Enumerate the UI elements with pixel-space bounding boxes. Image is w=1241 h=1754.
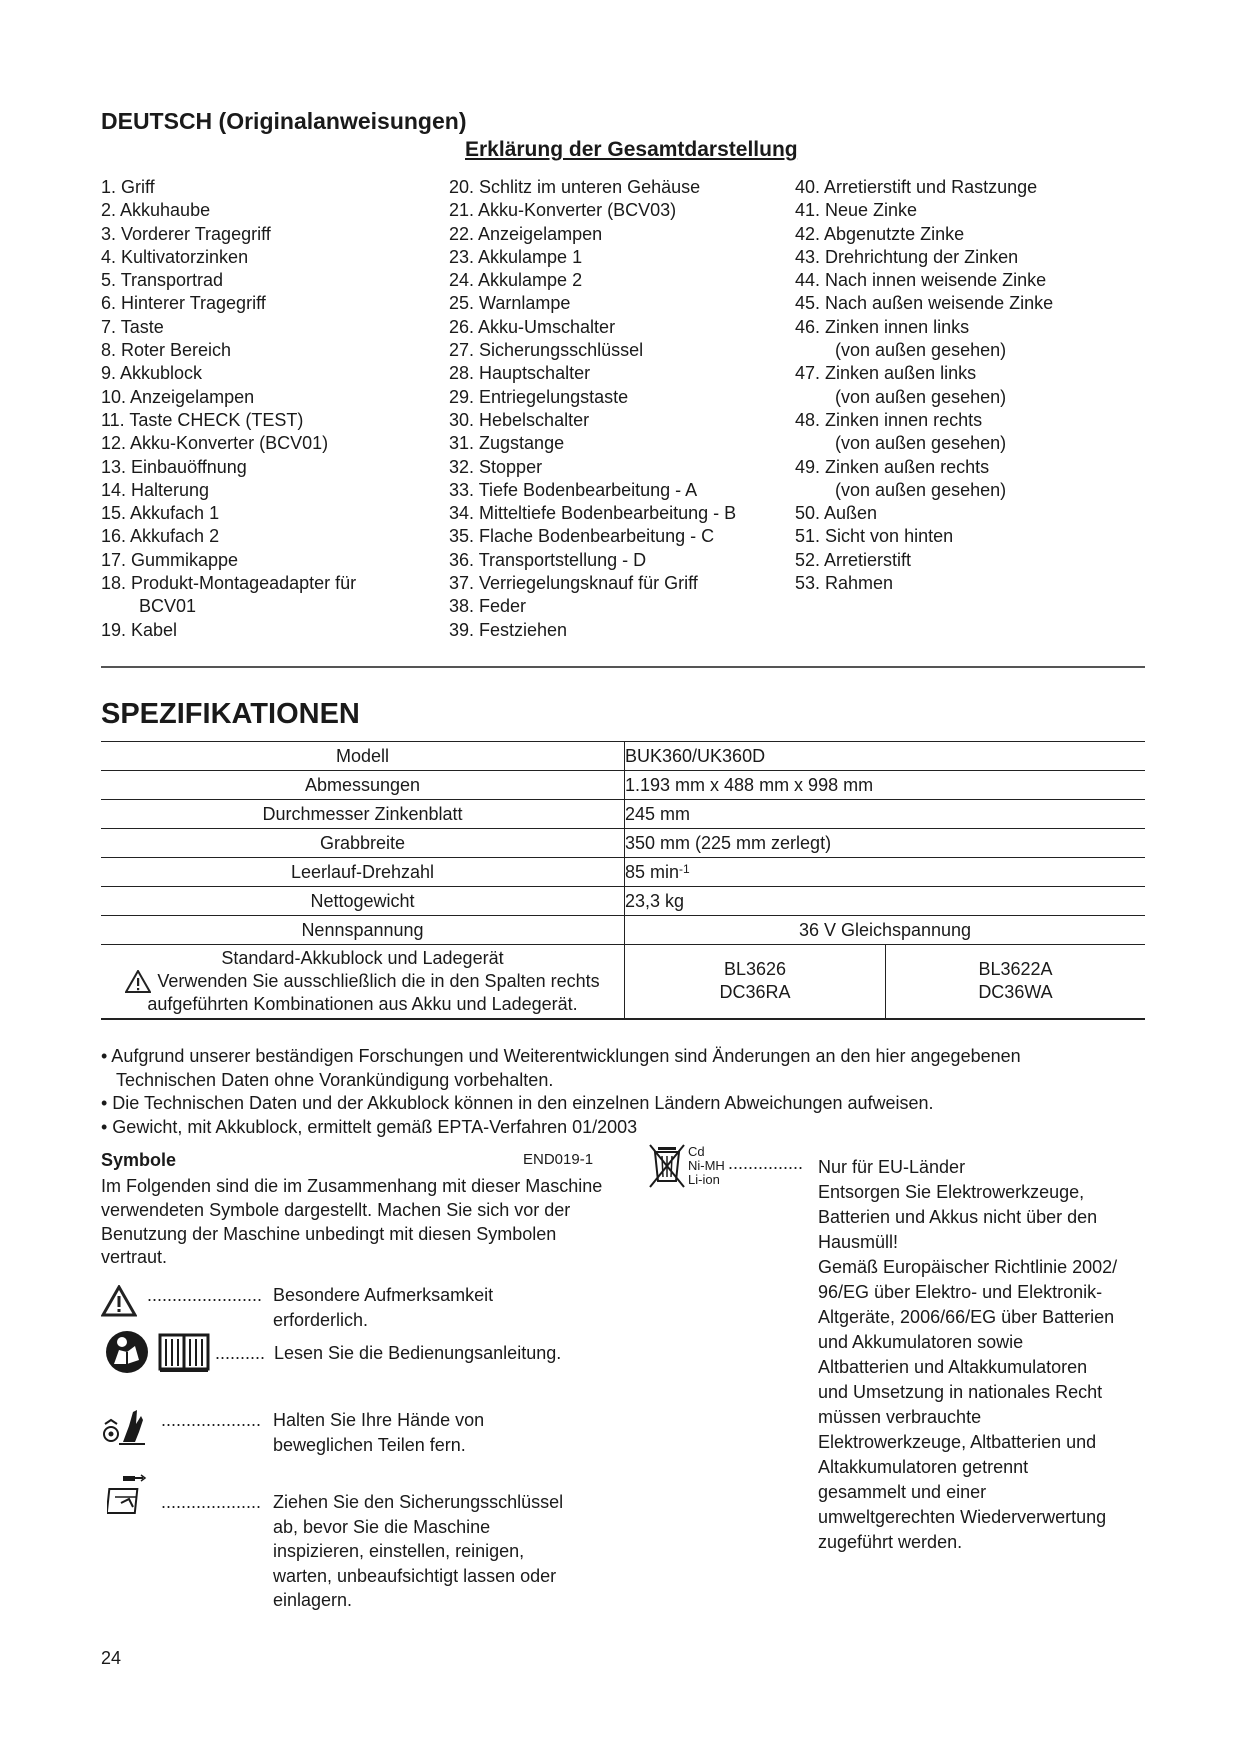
symbol-description — [273, 1490, 563, 1613]
symbol-description — [273, 1408, 484, 1457]
note-line: • Aufgrund unserer beständigen Forschungen und Weiterentwicklungen sind Änderungen an den hier angegebenen — [101, 1046, 1021, 1066]
battery-label-line: Standard-Akkublock und Ladegerät — [221, 947, 504, 968]
symbol-text: Besondere Aufmerksamkeit — [273, 1285, 494, 1305]
note-line: Technischen Daten ohne Vorankündigung vorbehalten. — [116, 1069, 554, 1090]
list-item: 2. Akkuhaube — [101, 200, 211, 221]
list-item: 51. Sicht von hinten — [795, 526, 954, 547]
list-item: 17. Gummikappe — [101, 549, 239, 570]
weee-line: gesammelt und einer — [818, 1482, 987, 1502]
symbol-text: warten, unbeaufsichtigt lassen oder — [273, 1565, 557, 1586]
section-divider — [101, 666, 1145, 668]
superscript: -1 — [679, 861, 690, 876]
symbol-text: inspizieren, einstellen, reinigen, — [273, 1541, 525, 1561]
list-item-continuation: BCV01 — [139, 596, 197, 617]
note-line: • Die Technischen Daten und der Akkublock können in den einzelnen Ländern Abweichungen aufweisen. — [101, 1093, 934, 1113]
charger-model: DC36RA — [719, 982, 791, 1003]
spec-value-text: 85 min — [625, 861, 680, 882]
spec-value: 23,3 kg — [625, 887, 1146, 916]
list-item: 3. Vorderer Tragegriff — [101, 223, 271, 244]
warning-icon — [101, 1285, 137, 1317]
list-item: 22. Anzeigelampen — [449, 223, 603, 244]
table-row — [101, 800, 1145, 829]
list-item: 14. Halterung — [101, 479, 210, 500]
weee-line: und Akkumulatoren sowie — [818, 1332, 1024, 1352]
read-manual-person-icon — [105, 1330, 149, 1374]
table-row — [101, 945, 1145, 1019]
symbol-text: Lesen Sie die Bedienungsanleitung. — [274, 1343, 562, 1363]
list-item: 8. Roter Bereich — [101, 340, 232, 361]
note-line: • Gewicht, mit Akkublock, ermittelt gemäß EPTA-Verfahren 01/2003 — [101, 1116, 638, 1137]
table-row — [101, 887, 1145, 916]
table-row — [101, 771, 1145, 800]
spec-label: Modell — [101, 742, 625, 771]
leader-dots: ............... — [728, 1153, 804, 1173]
weee-line: umweltgerechten Wiederverwertung — [818, 1507, 1107, 1527]
spec-value: 1.193 mm x 488 mm x 998 mm — [625, 771, 1146, 800]
spec-label: Nettogewicht — [101, 887, 625, 916]
list-item: 16. Akkufach 2 — [101, 526, 220, 547]
list-item: 43. Drehrichtung der Zinken — [795, 246, 1019, 267]
spec-table — [101, 741, 1145, 1020]
spec-value: 245 mm — [625, 800, 1146, 829]
list-item: 38. Feder — [449, 596, 527, 617]
weee-line: Gemäß Europäischer Richtlinie 2002/ — [818, 1257, 1118, 1277]
list-item: 5. Transportrad — [101, 270, 224, 291]
symbol-text: beweglichen Teilen fern. — [273, 1434, 466, 1455]
list-item: 39. Festziehen — [449, 619, 568, 640]
list-item: 26. Akku-Umschalter — [449, 316, 616, 337]
list-item-continuation: (von außen gesehen) — [835, 386, 1007, 407]
table-row — [101, 829, 1145, 858]
weee-text — [818, 1155, 1148, 1555]
weee-line: Nur für EU-Länder — [818, 1157, 966, 1177]
list-item-continuation: (von außen gesehen) — [835, 479, 1007, 500]
language-heading: DEUTSCH (Originalanweisungen) — [101, 108, 467, 134]
list-item: 11. Taste CHECK (TEST) — [101, 409, 304, 430]
list-item: 28. Hauptschalter — [449, 363, 591, 384]
spec-value: 350 mm (225 mm zerlegt) — [625, 829, 1146, 858]
list-item: 50. Außen — [795, 503, 878, 524]
list-item: 25. Warnlampe — [449, 293, 571, 314]
list-item: 19. Kabel — [101, 619, 178, 640]
spec-notes — [101, 1045, 1151, 1139]
battery-model: BL3626 — [723, 959, 787, 980]
list-item: 52. Arretierstift — [795, 549, 912, 570]
list-item: 20. Schlitz im unteren Gehäuse — [449, 177, 701, 197]
battery-warning-line — [101, 970, 624, 993]
list-item: 6. Hinterer Tragegriff — [101, 293, 266, 314]
list-item: 29. Entriegelungstaste — [449, 386, 629, 407]
table-row — [101, 742, 1145, 771]
legend-column-2 — [449, 176, 736, 642]
weee-line: Batterien und Akkus nicht über den — [818, 1207, 1098, 1227]
spec-label: Nennspannung — [101, 916, 625, 945]
combo-cell — [625, 945, 886, 1019]
list-item: 31. Zugstange — [449, 433, 565, 454]
symbol-text: einlagern. — [273, 1590, 353, 1610]
list-item: 53. Rahmen — [795, 573, 894, 594]
symbols-intro: Im Folgenden sind die im Zusammenhang mit dieser Maschine verwendeten Symbole dargestellt. Machen Sie sich vor der Benutzung der Maschine unbedingt mit diesen Symbolen vertraut. — [101, 1176, 603, 1268]
weee-line: 96/EG über Elektro- und Elektronik- — [818, 1282, 1103, 1302]
spec-value: BUK360/UK360D — [625, 742, 1146, 771]
chem-label: Ni-MH — [688, 1158, 725, 1173]
list-item: 49. Zinken außen rechts — [795, 456, 990, 477]
legend-column-1 — [101, 176, 356, 642]
symbol-text: erforderlich. — [273, 1309, 369, 1330]
crossed-bin-icon — [648, 1143, 686, 1189]
list-item: 42. Abgenutzte Zinke — [795, 223, 965, 244]
weee-line: zugeführt werden. — [818, 1532, 963, 1552]
battery-model: BL3622A — [978, 959, 1053, 980]
list-item: 46. Zinken innen links — [795, 316, 970, 337]
table-row — [101, 858, 1145, 887]
table-row — [101, 916, 1145, 945]
symbol-text: ab, bevor Sie die Maschine — [273, 1516, 491, 1537]
symbol-text: Halten Sie Ihre Hände von — [273, 1410, 485, 1430]
weee-line: Altbatterien und Altakkumulatoren — [818, 1357, 1088, 1377]
list-item: 30. Hebelschalter — [449, 409, 590, 430]
spec-label: Abmessungen — [101, 771, 625, 800]
list-item: 23. Akkulampe 1 — [449, 246, 583, 267]
legend-title: Erklärung der Gesamtdarstellung — [465, 138, 798, 161]
list-item-continuation: (von außen gesehen) — [835, 340, 1007, 361]
list-item: 9. Akkublock — [101, 363, 203, 384]
weee-line: Elektrowerkzeuge, Altbatterien und — [818, 1432, 1097, 1452]
list-item: 35. Flache Bodenbearbeitung - C — [449, 526, 715, 547]
spec-label: Grabbreite — [101, 829, 625, 858]
charger-model: DC36WA — [978, 982, 1053, 1003]
symbol-description — [273, 1283, 493, 1332]
list-item: 18. Produkt-Montageadapter für — [101, 573, 357, 594]
spec-label: Leerlauf-Drehzahl — [101, 858, 625, 887]
list-item: 10. Anzeigelampen — [101, 386, 255, 407]
leader-dots: .................... — [161, 1492, 262, 1512]
list-item: 15. Akkufach 1 — [101, 503, 220, 524]
list-item: 1. Griff — [101, 177, 155, 197]
list-item: 33. Tiefe Bodenbearbeitung - A — [449, 479, 698, 500]
list-item: 41. Neue Zinke — [795, 200, 918, 221]
symbols-heading: Symbole — [101, 1150, 177, 1170]
book-icon — [158, 1333, 210, 1373]
remove-key-icon — [107, 1473, 147, 1517]
spec-label: Durchmesser Zinkenblatt — [101, 800, 625, 829]
weee-line: Altakkumulatoren getrennt — [818, 1457, 1029, 1477]
warning-icon — [125, 970, 151, 993]
weee-line: Hausmüll! — [818, 1232, 899, 1252]
chem-label: Cd — [688, 1144, 705, 1159]
spec-value: 36 V Gleichspannung — [625, 916, 1146, 945]
weee-line: Entsorgen Sie Elektrowerkzeuge, — [818, 1182, 1085, 1202]
battery-label-line: aufgeführten Kombinationen aus Akku und Ladegerät. — [147, 993, 578, 1014]
leader-dots: .................... — [161, 1410, 262, 1430]
list-item: 34. Mitteltiefe Bodenbearbeitung - B — [449, 503, 737, 524]
list-item: 47. Zinken außen links — [795, 363, 977, 384]
hands-away-icon — [101, 1406, 147, 1446]
symbols-code: END019-1 — [523, 1151, 594, 1168]
list-item: 48. Zinken innen rechts — [795, 409, 983, 430]
list-item: 32. Stopper — [449, 456, 543, 477]
symbol-text: Ziehen Sie den Sicherungsschlüssel — [273, 1492, 564, 1512]
list-item: 36. Transportstellung - D — [449, 549, 647, 570]
chem-label: Li-ion — [688, 1172, 720, 1187]
list-item: 7. Taste — [101, 316, 164, 337]
list-item: 21. Akku-Konverter (BCV03) — [449, 200, 677, 221]
legend-column-3 — [795, 176, 1053, 595]
list-item: 40. Arretierstift und Rastzunge — [795, 177, 1038, 197]
list-item: 27. Sicherungsschlüssel — [449, 340, 644, 361]
weee-line: müssen verbrauchte — [818, 1407, 982, 1427]
page-number: 24 — [101, 1648, 122, 1668]
battery-label-cell — [101, 945, 625, 1019]
list-item: 45. Nach außen weisende Zinke — [795, 293, 1054, 314]
list-item: 12. Akku-Konverter (BCV01) — [101, 433, 329, 454]
spec-value — [625, 858, 1146, 887]
combo-cell — [886, 945, 1146, 1019]
list-item-continuation: (von außen gesehen) — [835, 433, 1007, 454]
list-item: 4. Kultivatorzinken — [101, 246, 249, 267]
list-item: 24. Akkulampe 2 — [449, 270, 583, 291]
spec-title: SPEZIFIKATIONEN — [101, 698, 360, 730]
leader-dots: ....................... — [147, 1285, 263, 1305]
weee-line: und Umsetzung in nationales Recht — [818, 1382, 1103, 1402]
battery-label-line: Verwenden Sie ausschließlich die in den Spalten rechts — [157, 970, 600, 991]
weee-line: Altgeräte, 2006/66/EG über Batterien — [818, 1307, 1115, 1327]
list-item: 13. Einbauöffnung — [101, 456, 247, 477]
leader-dots: .......... — [215, 1343, 266, 1363]
list-item: 44. Nach innen weisende Zinke — [795, 270, 1047, 291]
battery-chemistry-labels — [688, 1145, 725, 1187]
list-item: 37. Verriegelungsknauf für Griff — [449, 573, 698, 594]
